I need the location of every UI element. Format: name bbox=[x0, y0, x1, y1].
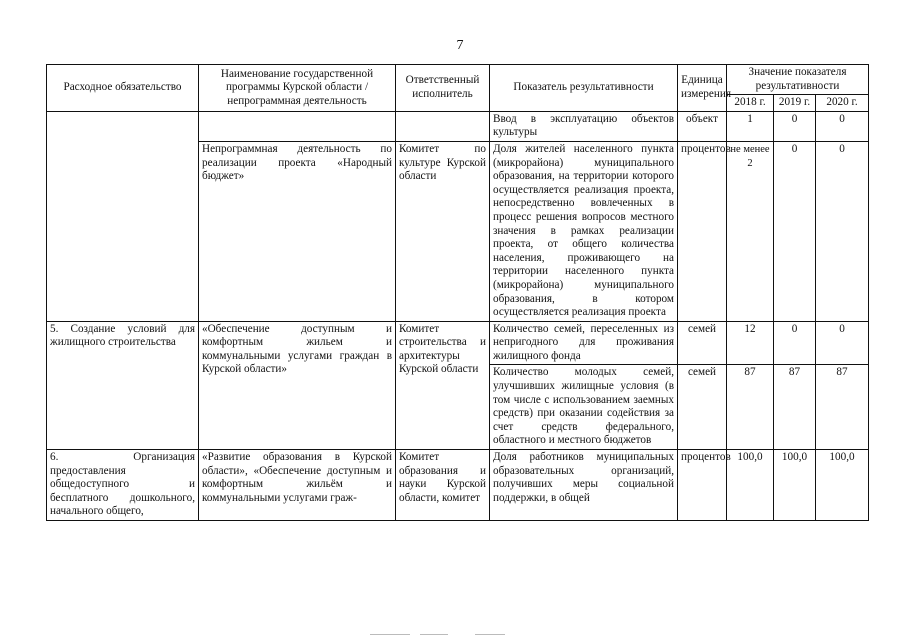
header-program: Наименование государственной программы Курской области / непрограммная деятельность bbox=[199, 65, 396, 112]
cell-executor: Комитет образования и науки Курской области, комитет bbox=[396, 450, 490, 521]
cell-value-2020: 0 bbox=[816, 321, 869, 365]
cell-obligation bbox=[47, 111, 199, 321]
cell-obligation: 6. Организация предоставления общедоступного и бесплатного дошкольного, начального общего, bbox=[47, 450, 199, 521]
cell-unit: объект bbox=[678, 111, 727, 141]
cell-value-2020: 0 bbox=[816, 111, 869, 141]
cell-value-2018: 87 bbox=[727, 365, 774, 450]
cell-value-2018: 1 bbox=[727, 111, 774, 141]
cell-obligation: 5. Создание условий для жилищного строительства bbox=[47, 321, 199, 449]
cell-value-2018: не менее 2 bbox=[727, 141, 774, 321]
table-row bbox=[47, 321, 869, 365]
cell-value-2019: 0 bbox=[774, 111, 816, 141]
header-indicator: Показатель результативности bbox=[490, 65, 678, 112]
header-values-group: Значение показателя результативности bbox=[727, 65, 869, 95]
cell-executor: Комитет строительства и архитектуры Курской области bbox=[396, 321, 490, 449]
cell-indicator: Доля жителей населенного пункта (микрорайона) муниципального образования, на территории которого осуществляется реализация проекта, непосредственно вовлеченных в процесс решения вопросов местного значения в рамках реализации проекта, от общего количества населения, проживающего на территории населенного пункта (микрорайона) муниципального образования, в котором осуществляется реализация проекта bbox=[490, 141, 678, 321]
header-year-2019: 2019 г. bbox=[774, 95, 816, 112]
table-row bbox=[47, 450, 869, 521]
cell-unit: семей bbox=[678, 365, 727, 450]
cell-program: «Обеспечение доступным и комфортным жильем и коммунальными услугами граждан в Курской области» bbox=[199, 321, 396, 449]
cell-program: «Развитие образования в Курской области», «Обеспечение доступным и комфортным жильём и коммунальными услугами граж- bbox=[199, 450, 396, 521]
cell-value-2018: 12 bbox=[727, 321, 774, 365]
header-unit: Единица измерения bbox=[678, 65, 727, 112]
cell-indicator: Количество молодых семей, улучшивших жилищные условия (в том числе с использованием заемных средств) при оказании содействия за счет средств федерального, областного и местного бюджетов bbox=[490, 365, 678, 450]
cell-indicator: Ввод в эксплуатацию объектов культуры bbox=[490, 111, 678, 141]
performance-indicators-table bbox=[46, 64, 869, 521]
scan-artifact bbox=[370, 634, 410, 635]
header-year-2020: 2020 г. bbox=[816, 95, 869, 112]
cell-indicator: Доля работников муниципальных образовательных организаций, получивших меры социальной поддержки, в общей bbox=[490, 450, 678, 521]
cell-unit: семей bbox=[678, 321, 727, 365]
cell-value-2019: 0 bbox=[774, 141, 816, 321]
cell-value-2020: 0 bbox=[816, 141, 869, 321]
cell-program bbox=[199, 111, 396, 141]
header-obligation: Расходное обязательство bbox=[47, 65, 199, 112]
cell-value-2019: 87 bbox=[774, 365, 816, 450]
scan-artifact bbox=[475, 634, 505, 635]
page-number: 7 bbox=[456, 38, 464, 53]
header-year-2018: 2018 г. bbox=[727, 95, 774, 112]
cell-unit: процентов bbox=[678, 450, 727, 521]
cell-executor: Комитет по культуре Курской области bbox=[396, 141, 490, 321]
cell-value-2019: 100,0 bbox=[774, 450, 816, 521]
cell-value-2018: 100,0 bbox=[727, 450, 774, 521]
cell-indicator: Количество семей, переселенных из непригодного для проживания жилищного фонда bbox=[490, 321, 678, 365]
cell-program: Непрограммная деятельность по реализации проекта «Народный бюджет» bbox=[199, 141, 396, 321]
cell-executor bbox=[396, 111, 490, 141]
cell-value-2020: 87 bbox=[816, 365, 869, 450]
table-row bbox=[47, 111, 869, 141]
cell-value-2020: 100,0 bbox=[816, 450, 869, 521]
cell-value-2019: 0 bbox=[774, 321, 816, 365]
cell-unit: процентов bbox=[678, 141, 727, 321]
scan-artifact bbox=[420, 634, 448, 635]
header-executor: Ответственный исполнитель bbox=[396, 65, 490, 112]
